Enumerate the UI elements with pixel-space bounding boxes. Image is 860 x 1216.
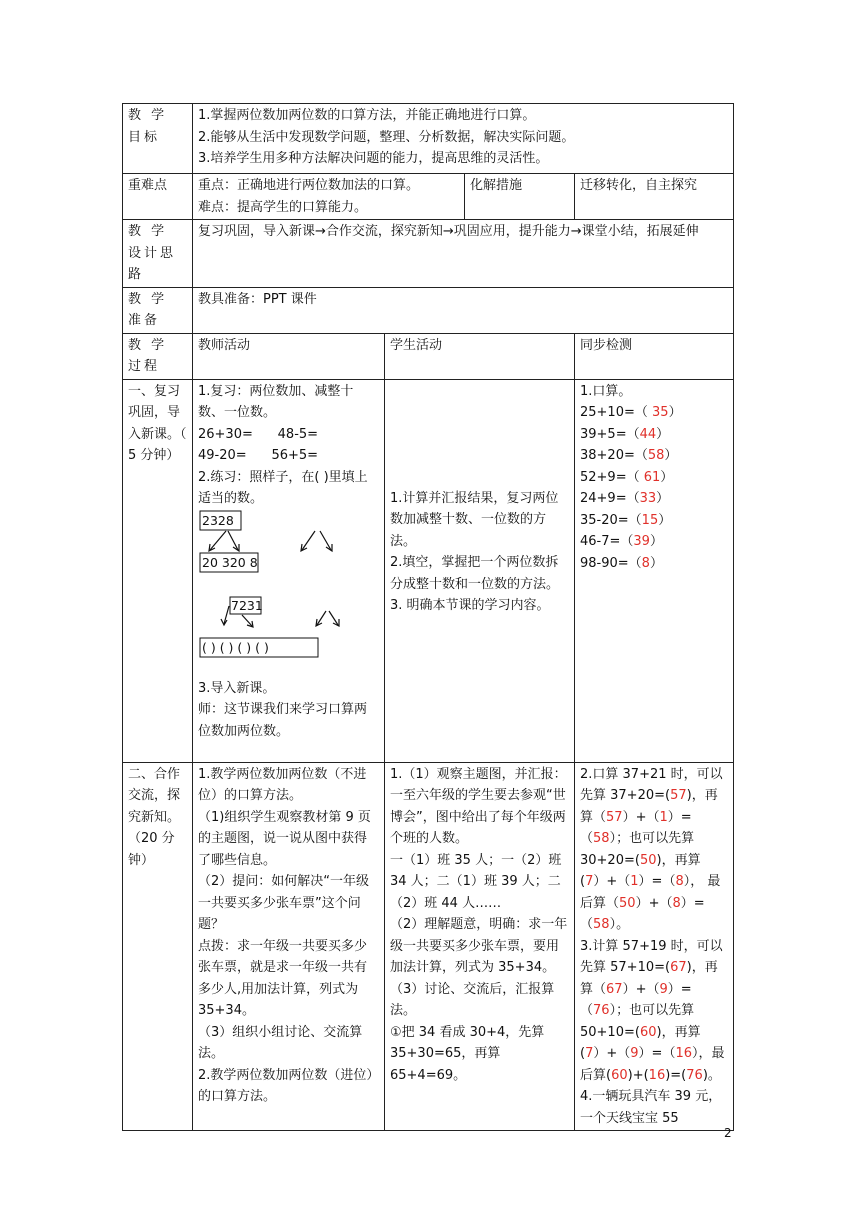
row-section2	[123, 762, 734, 1131]
section2-student	[385, 762, 575, 1131]
section2-teacher	[193, 762, 385, 1131]
prep-content: 教具准备：PPT 课件	[193, 287, 734, 333]
label-goals: 教 学 目标	[123, 104, 193, 174]
check-item: 46-7=（39）	[580, 534, 663, 549]
check-question-4: 4.一辆玩具汽车 39 元，一个天线宝宝 55	[580, 1089, 722, 1126]
split-arrow	[210, 531, 226, 550]
header-check: 同步检测	[575, 333, 734, 379]
page-number: 2	[724, 1126, 732, 1140]
result-box-text: 20 320 8	[202, 554, 258, 570]
split-arrow	[242, 615, 252, 626]
check-title: 1.口算。	[580, 383, 632, 399]
teacher-para: 点拨：求一年级一共要买多少张车票，就是求一年级一共有多少人,用加法计算，列式为 35+34。	[198, 938, 368, 1018]
teacher-para: （3）组织小组讨论、交流算法。	[198, 1024, 363, 1061]
header-teacher: 教师活动	[193, 333, 385, 379]
teacher-para: （2）提问：如何解决“一年级一共要买多少张车票”这个问题？	[198, 874, 370, 932]
student-item: 2.填空，掌握把一个两位数拆分成整十数和一位数的方法。	[390, 555, 560, 592]
split-arrow	[302, 531, 315, 550]
lesson-plan-table	[122, 103, 734, 1131]
check-item: 24+9=（33）	[580, 491, 670, 506]
teacher-para: 1.教学两位数加两位数（不进位）的口算方法。	[198, 766, 367, 803]
row-prep	[123, 287, 734, 333]
row-key-points	[123, 174, 734, 220]
check-item: 25+10=（ 35）	[580, 405, 682, 420]
student-item: 1.计算并汇报结果，复习两位数加减整十数、一位数的方法。	[390, 490, 559, 549]
blank-box-text: ( ) ( ) ( ) ( )	[202, 639, 269, 655]
section2-check	[575, 762, 734, 1131]
expr-row: 26+30= 48-5=	[198, 426, 319, 442]
label-section1: 一、复习巩固，导入新课。（ 5 分钟）	[123, 379, 193, 762]
check-item: 39+5=（44）	[580, 426, 670, 442]
split-arrow	[320, 531, 331, 550]
label-prep: 教 学 准备	[123, 287, 193, 333]
label-process: 教 学 过程	[123, 333, 193, 379]
check-question-2: 2.口算 37+21 时，可以先算 37+20=(57)，再算（57）+（1）=（58）；也可以先算 30+20=(50)，再算(7）+（1）=（8）， 最后算（50）+（8）=（58）。	[580, 766, 723, 932]
check-item: 98-90=（8）	[580, 555, 663, 571]
student-para: 一（1）班 35 人；一（2）班 34 人；二（1）班 39 人；二（2）班 44 人……	[390, 852, 562, 911]
section1-student	[385, 379, 575, 762]
goal-item: 2.能够从生活中发现数学问题，整理、分析数据，解决实际问题。	[198, 129, 575, 145]
measure-label: 化解措施	[465, 174, 575, 220]
difficult-point: 难点：提高学生的口算能力。	[198, 199, 368, 215]
student-para: （2）理解题意，明确：求一年级一共要买多少张车票，要用加法计算，列式为 35+34。	[390, 917, 568, 975]
header-student: 学生活动	[385, 333, 575, 379]
design-content: 复习巩固，导入新课→合作交流，探究新知→巩固应用，提升能力→课堂小结，拓展延伸	[193, 220, 734, 288]
intro-text: 3.导入新课。	[198, 680, 276, 696]
student-para: ①把 34 看成 30+4，先算 35+30=65，再算 65+4=69。	[390, 1024, 545, 1083]
number-box-text: 2328	[202, 512, 234, 528]
label-design: 教 学 设计思路	[123, 220, 193, 288]
goal-item: 1.掌握两位数加两位数的口算方法，并能正确地进行口算。	[198, 108, 536, 123]
measure-value: 迁移转化，自主探究	[575, 174, 734, 220]
label-section2: 二、合作交流，探究新知。（20 分钟）	[123, 762, 193, 1131]
review-text: 1.复习：两位数加、减整十数、一位数。	[198, 383, 354, 420]
student-para: （3）讨论、交流后，汇报算法。	[390, 981, 555, 1018]
label-key-points: 重难点	[123, 174, 193, 220]
goal-item: 3.培养学生用多种方法解决问题的能力，提高思维的灵活性。	[198, 151, 549, 166]
student-item: 3. 明确本节课的学习内容。	[390, 598, 550, 613]
key-point: 重点：正确地进行两位数加法的口算。	[198, 178, 420, 193]
row-process-header	[123, 333, 734, 379]
key-points-content	[193, 174, 465, 220]
teacher-para: 2.教学两位数加两位数（进位）的口算方法。	[198, 1067, 373, 1104]
check-item: 38+20=（58）	[580, 448, 678, 463]
number-box-text: 7231	[231, 597, 263, 613]
split-number-diagram	[198, 510, 378, 678]
check-item: 35-20=（15）	[580, 512, 672, 528]
practice-text: 2.练习：照样子，在( )里填上适当的数。	[198, 469, 368, 506]
teacher-para: （1)组织学生观察教材第 9 页的主题图，说一说从图中获得了哪些信息。	[198, 809, 371, 868]
section1-teacher	[193, 379, 385, 762]
row-section1	[123, 379, 734, 762]
teacher-says: 师：这节课我们来学习口算两位数加两位数。	[198, 702, 368, 739]
row-design	[123, 220, 734, 288]
student-para: 1.（1）观察主题图，并汇报：一至六年级的学生要去参观“世博会”，图中给出了每个年级两个班的人数。	[390, 766, 567, 846]
check-question-3: 3.计算 57+19 时，可以先算 57+10=(67)，再算（67）+（9）=（76）；也可以先算 50+10=(60)，再算(7）+（9）=（16），最后算(60)+(16)=(76)。	[580, 938, 725, 1083]
section1-check	[575, 379, 734, 762]
check-item: 52+9=（ 61）	[580, 469, 674, 485]
goals-content	[193, 104, 734, 174]
row-goals	[123, 104, 734, 174]
expr-row: 49-20= 56+5=	[198, 448, 319, 463]
